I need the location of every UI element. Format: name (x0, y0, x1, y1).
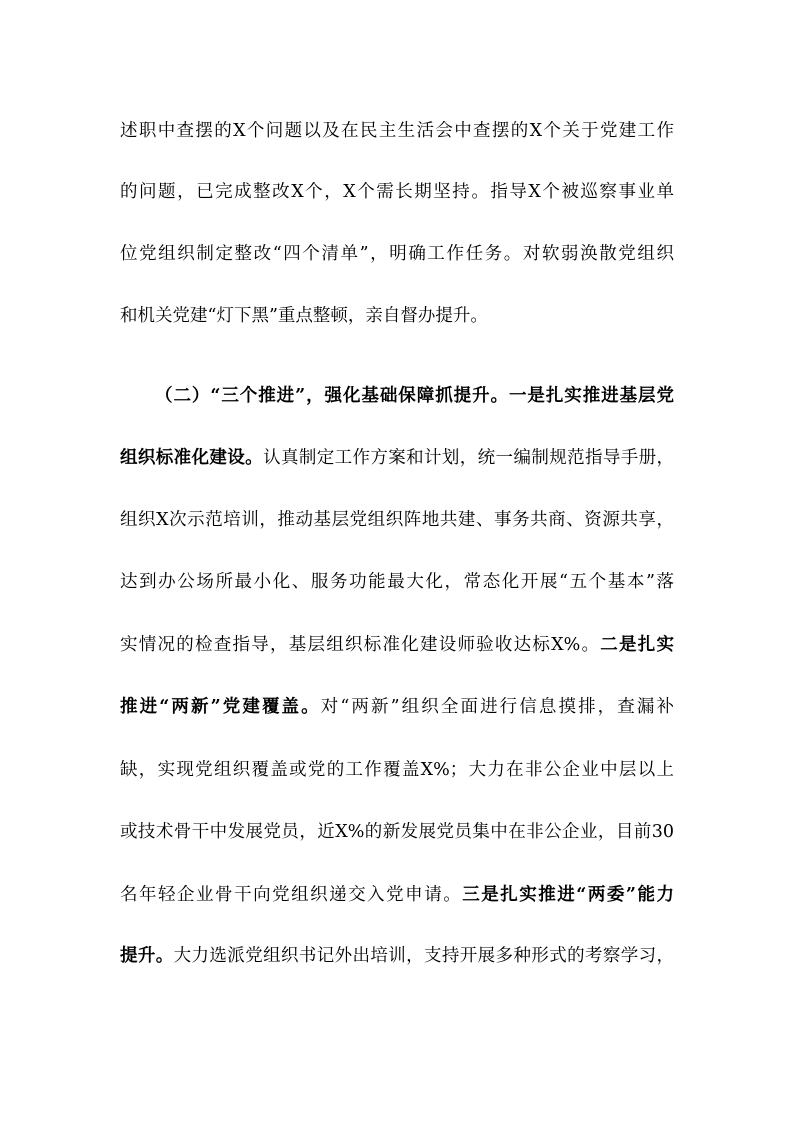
paragraph-1-line-2: 的问题，已完成整改X个，X个需长期坚持。指导X个被巡察事业单 (120, 182, 674, 202)
paragraph-2-line-6 (120, 693, 674, 721)
paragraph-2-line-10 (120, 942, 674, 970)
body-text: 对“两新”组织全面进行信息摸排，查漏补 (320, 697, 674, 717)
subheading-2-end: 推进“两新”党建覆盖。 (120, 697, 321, 717)
subheading-1-end: 组织标准化建设。 (120, 448, 264, 468)
section-heading: （二）“三个推进”，强化基础保障抓提升。一是扎实推进基层党 (155, 386, 674, 406)
subheading-3-end: 提升。 (120, 946, 174, 966)
subheading-2-start: 二是扎实 (600, 635, 674, 655)
paragraph-2-line-3: 组织X次示范培训，推动基层党组织阵地共建、事务共商、资源共享， (120, 510, 674, 530)
paragraph-2-line-8: 或技术骨干中发展党员，近X%的新发展党员集中在非公企业，目前30 (120, 822, 674, 842)
body-text: 名年轻企业骨干向党组织递交入党申请。 (120, 885, 463, 905)
paragraph-1-line-3: 位党组织制定整改“四个清单”，明确工作任务。对软弱涣散党组织 (120, 244, 674, 264)
paragraph-2-line-2 (120, 444, 674, 472)
body-text: 大力选派党组织书记外出培训，支持开展多种形式的考察学习， (173, 946, 674, 966)
paragraph-2-line-4: 达到办公场所最小化、服务功能最大化，常态化开展“五个基本”落 (120, 572, 674, 592)
body-text: 实情况的检查指导，基层组织标准化建设师验收达标X%。 (120, 635, 601, 655)
paragraph-1-line-1: 述职中查摆的X个问题以及在民主生活会中查摆的X个关于党建工作 (120, 121, 674, 141)
paragraph-2-line-7: 缺，实现党组织覆盖或党的工作覆盖X%；大力在非公企业中层以上 (120, 760, 674, 780)
paragraph-1-line-4: 和机关党建“灯下黑”重点整顿，亲自督办提升。 (120, 306, 488, 326)
subheading-3-start: 三是扎实推进“两委”能力 (462, 885, 674, 905)
paragraph-2-line-1 (155, 382, 674, 410)
paragraph-2-line-5 (120, 631, 674, 659)
body-text: 认真制定工作方案和计划，统一编制规范指导手册， (263, 448, 674, 468)
paragraph-2-line-9 (120, 881, 674, 909)
